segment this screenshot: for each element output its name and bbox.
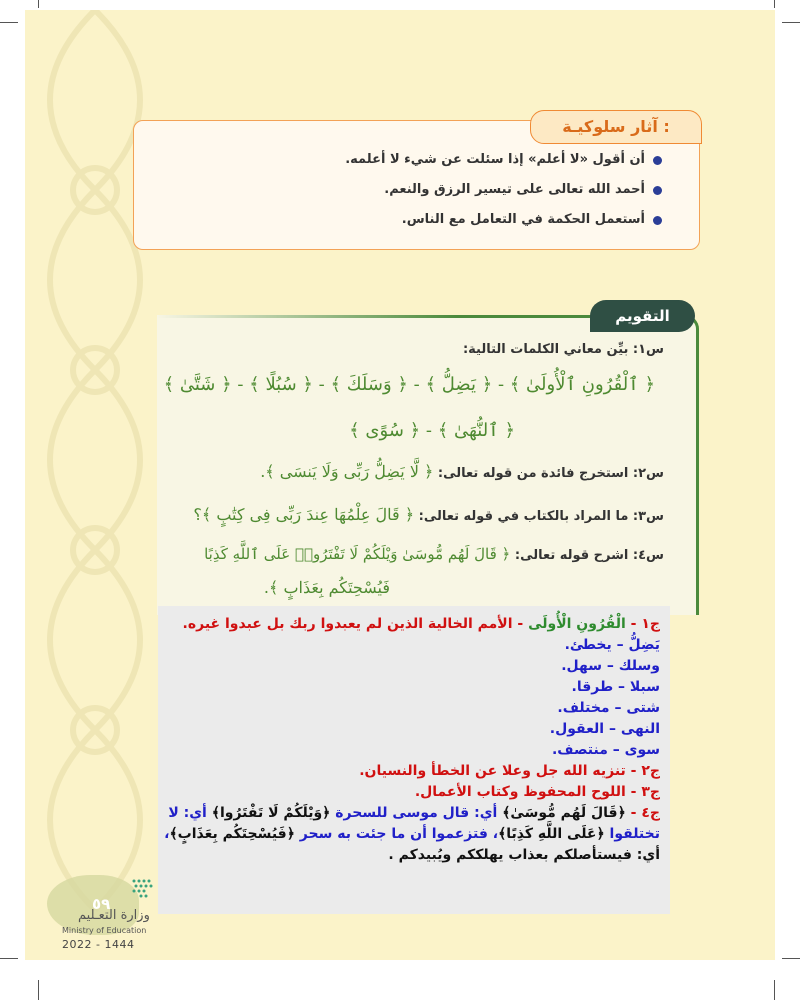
answer-4 <box>164 803 660 845</box>
crop-mark <box>774 0 775 8</box>
question-4-verse: ﴿ قَالَ لَهُم مُّوسَىٰ وَيْلَكُمْ لَا تَفْتَرُوا۟ عَلَى ٱللَّهِ كَذِبًا <box>204 545 511 563</box>
answer-line: النهى – العقول. <box>549 721 660 737</box>
list-item-text: أستعمل الحكمة في التعامل مع الناس. <box>401 212 645 227</box>
answer-line: يَضِلُّ – يخطئ. <box>564 637 660 653</box>
crop-mark <box>0 958 18 959</box>
list-item <box>122 205 662 235</box>
list-item <box>122 145 662 175</box>
question-3-label: س٣: ما المراد بالكتاب في قوله تعالى: <box>414 509 664 524</box>
question-2 <box>260 462 664 481</box>
answer-3-prefix: ج٣ - <box>625 784 660 800</box>
answer-4-last: أي: فيستأصلكم بعذاب يهلككم ويُبيدكم . <box>388 847 660 863</box>
bullet-icon <box>653 186 662 195</box>
crop-mark <box>774 980 775 1000</box>
question-3 <box>193 505 664 524</box>
question-3-verse: ﴿ قَالَ عِلْمُهَا عِندَ رَبِّى فِى كِتَٰبٍ ﴾؟ <box>193 505 415 524</box>
answer-1 <box>164 614 660 635</box>
evaluation-heading: التقويم <box>590 300 695 332</box>
question-4 <box>204 545 664 563</box>
answer-4-text: أي: لا تختلقوا <box>168 805 660 842</box>
bullet-icon <box>653 156 662 165</box>
crop-mark <box>38 980 39 1000</box>
crop-mark <box>782 22 800 23</box>
answer-4-text: ، <box>164 826 170 842</box>
edition-year: 2022 - 1444 <box>62 938 135 951</box>
bullet-icon <box>653 216 662 225</box>
answer-4-verse: ﴿فَيُسْحِتَكُم بِعَذَابٍ﴾ <box>169 826 295 842</box>
crop-mark <box>782 958 800 959</box>
answer-2-prefix: ج٢ - <box>625 763 660 779</box>
answer-1-text: - الأمم الخالية الذين لم يعبدوا ربك بل عبدوا غيره. <box>182 616 529 632</box>
answer-3 <box>164 782 660 803</box>
answer-line: وسلك – سهل. <box>561 658 660 674</box>
question-4-label: س٤: اشرح قوله تعالى: <box>510 548 664 563</box>
answer-4-text: أي: قال موسى للسحرة <box>330 805 503 821</box>
answer-3-text: اللوح المحفوظ وكتاب الأعمال. <box>414 784 626 800</box>
behavior-heading: آثار سلوكيـة : <box>530 110 702 144</box>
answer-4-text: ، فتزعموا أن ما جئت به سحر <box>294 826 499 842</box>
q1-words-line1: ﴿ ٱلْقُرُونِ ٱلْأُولَىٰ ﴾ - ﴿ يَضِلُّ ﴾ - ﴿ وَسَلَكَ ﴾ - ﴿ سُبُلًا ﴾ - ﴿ شَتَّىٰ ﴾ <box>163 374 655 395</box>
answer-4-verse: ﴿عَلَى اللَّهِ كَذِبًا﴾ <box>498 826 605 842</box>
answer-1-prefix: ج١ - <box>625 616 660 632</box>
question-1: س١: بيِّن معاني الكلمات التالية: <box>462 342 664 357</box>
answer-1-word: الْقُرُونِ الْأُولَى <box>528 616 626 632</box>
q1-words-line2: ﴿ ٱلنُّهَىٰ ﴾ - ﴿ سُوًى ﴾ <box>349 420 515 441</box>
ministry-name-ar: وزارة التعـليم <box>78 908 150 923</box>
answer-line: شتى – مختلف. <box>557 700 660 716</box>
answers-panel <box>158 606 670 914</box>
answer-2 <box>164 761 660 782</box>
page-number: ٥٩ <box>92 895 111 913</box>
list-item <box>122 175 662 205</box>
answer-4-verse: ﴿قَالَ لَهُم مُّوسَىٰ﴾ <box>502 805 626 821</box>
answer-4-prefix: ج٤ - <box>625 805 660 821</box>
ministry-logo-icon <box>131 878 153 900</box>
behavior-list <box>122 145 662 235</box>
answer-4-verse: ﴿وَيْلَكُمْ لَا تَفْتَرُوا﴾ <box>211 805 331 821</box>
answer-line: سوى – منتصف. <box>551 742 660 758</box>
question-2-verse: ﴿ لَّا يَضِلُّ رَبِّى وَلَا يَنسَى ﴾. <box>260 462 434 481</box>
question-2-label: س٢: استخرج فائدة من قوله تعالى: <box>433 466 664 481</box>
answer-line: سبلا – طرقا. <box>571 679 660 695</box>
question-4-verse-cont: فَيُسْحِتَكُم بِعَذَابٍ ﴾. <box>263 578 390 597</box>
ministry-name-en: Ministry of Education <box>62 926 147 935</box>
crop-mark <box>0 22 18 23</box>
answer-2-text: تنزيه الله جل وعلا عن الخطأ والنسيان. <box>359 763 626 779</box>
crop-mark <box>38 0 39 8</box>
list-item-text: أحمد الله تعالى على تيسير الرزق والنعم. <box>384 182 645 197</box>
list-item-text: أن أقول «لا أعلم» إذا سئلت عن شيء لا أعلمه. <box>345 152 645 167</box>
